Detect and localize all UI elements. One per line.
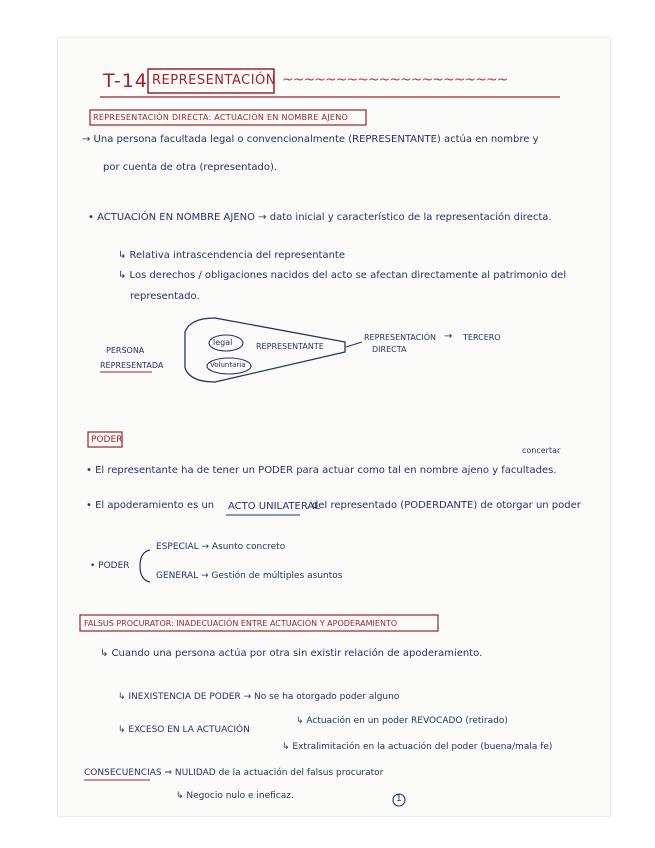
consecuencias-line: CONSECUENCIAS ⇒ NULIDAD de la actuación del falsus procurator	[84, 768, 384, 778]
poder-bullet-2-pre: • El apoderamiento es un	[86, 500, 215, 511]
legal-label: legal	[213, 338, 233, 347]
title-code: T-14	[103, 70, 148, 92]
section1-heading: REPRESENTACIÓN DIRECTA: ACTUACIÓN EN NOMBRE AJENO	[93, 113, 349, 122]
rep-directa-2: DIRECTA	[372, 345, 407, 354]
voluntaria-label: Voluntaria	[210, 361, 246, 369]
page-number: 1	[396, 794, 402, 804]
negocio-line: ↳ Negocio nulo e ineficaz.	[176, 791, 294, 801]
acto-unilateral: ACTO UNILATERAL	[228, 501, 320, 512]
poder-general: GENERAL → Gestión de múltiples asuntos	[156, 571, 343, 581]
section3-heading: FALSUS PROCURATOR: INADECUACIÓN ENTRE ACTUACIÓN Y APODERAMIENTO	[84, 619, 398, 628]
persona-label-2: REPRESENTADA	[100, 361, 164, 370]
persona-label-1: PERSONA	[106, 346, 145, 355]
relativa-line: ↳ Relativa intrascendencia del representante	[118, 250, 345, 261]
inexistencia-line: ↳ INEXISTENCIA DE PODER → No se ha otorgado poder alguno	[118, 692, 400, 702]
poder-especial: ESPECIAL → Asunto concreto	[156, 542, 286, 552]
concertar-note: concertar	[522, 446, 561, 455]
diagram-arrow-line	[346, 342, 362, 347]
extralimitacion-line: ↳ Extralimitación en la actuación del poder (buena/mala fe)	[282, 742, 553, 752]
definition-line-1: → Una persona facultada legal o convencionalmente (REPRESENTANTE) actúa en nombre y	[82, 134, 539, 145]
poder-label: • PODER	[90, 561, 130, 571]
rep-directa-1: REPRESENTACIÓN	[364, 333, 436, 342]
poder-bullet-2-post: del representado (PODERDANTE) de otorgar un poder	[312, 500, 581, 511]
title-scribble: ~~~~~~~~~~~~~~~~~~~~~	[282, 72, 508, 88]
tercero-arrow: →	[444, 331, 453, 342]
title-name: REPRESENTACIÓN	[152, 73, 276, 88]
poder-brace	[140, 550, 150, 582]
revocado-line: ↳ Actuación en un poder REVOCADO (retirado)	[296, 716, 508, 726]
tercero-label: TERCERO	[463, 333, 501, 342]
representante-label: REPRESENTANTE	[256, 342, 324, 351]
definition-line-2: por cuenta de otra (representado).	[103, 162, 278, 173]
poder-bullet-1: • El representante ha de tener un PODER para actuar como tal en nombre ajeno y facultades.	[86, 465, 557, 476]
actuacion-line: • ACTUACIÓN EN NOMBRE AJENO → dato inicial y característico de la representación directa.	[88, 212, 552, 223]
cuando-line: ↳ Cuando una persona actúa por otra sin existir relación de apoderamiento.	[100, 648, 483, 659]
poder-heading: PODER	[91, 435, 123, 445]
derechos-line-1: ↳ Los derechos / obligaciones nacidos del acto se afectan directamente al patrimonio del	[118, 270, 567, 281]
exceso-line: ↳ EXCESO EN LA ACTUACIÓN	[118, 725, 250, 735]
derechos-line-2: representado.	[130, 291, 200, 302]
